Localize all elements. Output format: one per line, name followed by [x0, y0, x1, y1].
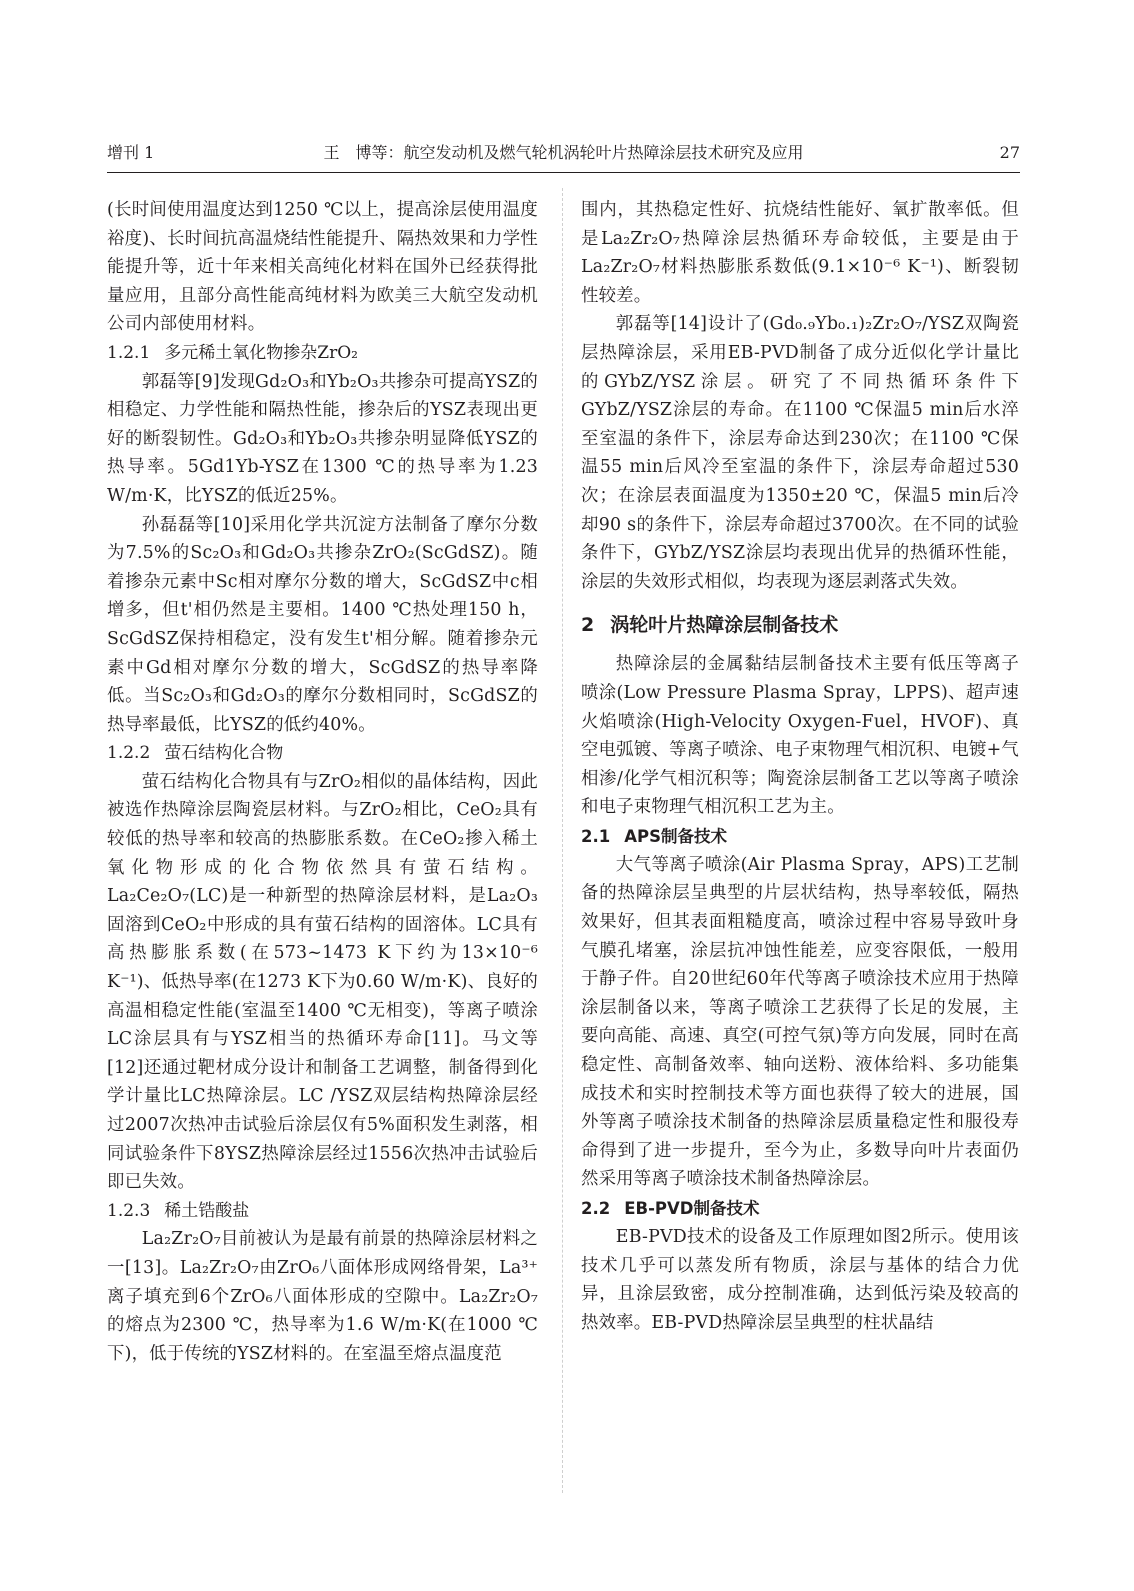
paragraph: EB-PVD技术的设备及工作原理如图2所示。使用该技术几乎可以蒸发所有物质，涂层与基体的结合力优异，且涂层致密，成分控制准确，达到低污染及较高的热效率。EB-PVD热障涂层呈典型的柱状晶结 — [581, 1227, 1019, 1333]
paragraph: 郭磊等[9]发现Gd₂O₃和Yb₂O₃共掺杂可提高YSZ的相稳定、力学性能和隔热性能，掺杂后的YSZ表现出更好的断裂韧性。Gd₂O₃和Yb₂O₃共掺杂明显降低YSZ的热导率。5Gd1Yb-YSZ在1300 ℃的热导率为1.23 W/m·K，比YSZ的低近25%。 — [107, 371, 538, 506]
heading-number: 2 — [581, 614, 595, 637]
heading-number: 1.2.2 — [107, 743, 151, 764]
paragraph: 热障涂层的金属黏结层制备技术主要有低压等离子喷涂(Low Pressure Plasma Spray，LPPS)、超声速火焰喷涂(High-Velocity Oxygen-Fuel，HVOF)、真空电弧镀、等离子喷涂、电子束物理气相沉积、电镀+气相渗/化学气相沉积等；陶瓷涂层制备工艺以等离子喷涂和电子束物理气相沉积工艺为主。 — [581, 654, 1019, 818]
paragraph: (长时间使用温度达到1250 ℃以上，提高涂层使用温度裕度)、长时间抗高温烧结性能提升、隔热效果和力学性能提升等，近十年来相关高纯化材料在国外已经获得批量应用，且部分高性能高纯材料为欧美三大航空发动机公司内部使用材料。 — [107, 200, 538, 335]
paragraph: La₂Zr₂O₇目前被认为是最有前景的热障涂层材料之一[13]。La₂Zr₂O₇由ZrO₆八面体形成网络骨架，La³⁺离子填充到6个ZrO₆八面体形成的空隙中。La₂Zr₂O₇的熔点为2300 ℃，热导率为1.6 W/m·K(在1000 ℃下)，低于传统的YSZ材料的。在室温至熔点温度范 — [107, 1229, 538, 1364]
journal-issue: 增刊 1 — [107, 143, 155, 162]
running-title: 王 博等：航空发动机及燃气轮机涡轮叶片热障涂层技术研究及应用 — [323, 143, 804, 162]
heading-number: 1.2.1 — [107, 342, 151, 363]
paragraph: 孙磊磊等[10]采用化学共沉淀方法制备了摩尔分数为7.5%的Sc₂O₃和Gd₂O₃共掺杂ZrO₂(ScGdSZ)。随着掺杂元素中Sc相对摩尔分数的增大，ScGdSZ中c相增多，但t'相仍然是主要相。1400 ℃热处理150 h，ScGdSZ保持相稳定，没有发生t'相分解。随着掺杂元素中Gd相对摩尔分数的增大，ScGdSZ的热导率降低。当Sc₂O₃和Gd₂O₃的摩尔分数相同时，ScGdSZ的热导率最低，比YSZ的低约40%。 — [107, 514, 538, 735]
paragraph: 大气等离子喷涂(Air Plasma Spray，APS)工艺制备的热障涂层呈典型的片层状结构，热导率较低，隔热效果好，但其表面粗糙度高，喷涂过程中容易导致叶身气膜孔堵塞，涂层抗冲蚀性能差，应变容限低，一般用于静子件。自20世纪60年代等离子喷涂技术应用于热障涂层制备以来，等离子喷涂工艺获得了长足的发展，主要向高能、高速、真空(可控气氛)等方向发展，同时在高稳定性、高制备效率、轴向送粉、液体给料、多功能集成技术和实时控制技术等方面也获得了较大的进展，国外等离子喷涂技术制备的热障涂层质量稳定性和服役寿命得到了进一步提升，至今为止，多数导向叶片表面仍然采用等离子喷涂技术制备热障涂层。 — [581, 854, 1019, 1190]
subsection-heading-1-2-2 — [107, 739, 538, 768]
section-heading-2 — [581, 610, 1019, 640]
page-number: 27 — [999, 143, 1020, 162]
subsection-heading-2-1 — [581, 822, 1019, 851]
left-column — [107, 196, 538, 1368]
subsection-heading-2-2 — [581, 1194, 1019, 1223]
heading-number: 2.2 — [581, 1199, 611, 1218]
paragraph: 萤石结构化合物具有与ZrO₂相似的晶体结构，因此被选作热障涂层陶瓷层材料。与ZrO₂相比，CeO₂具有较低的热导率和较高的热膨胀系数。在CeO₂掺入稀土氧化物形成的化合物依然具有萤石结构。La₂Ce₂O₇(LC)是一种新型的热障涂层材料，是La₂O₃固溶到CeO₂中形成的具有萤石结构的固溶体。LC具有高热膨胀系数(在573~1473 K下约为13×10⁻⁶ K⁻¹)、低热导率(在1273 K下为0.60 W/m·K)、良好的高温相稳定性能(室温至1400 ℃无相变)，等离子喷涂LC涂层具有与YSZ相当的热循环寿命[11]。马文等[12]还通过靶材成分设计和制备工艺调整，制备得到化学计量比LC热障涂层。LC /YSZ双层结构热障涂层经过2007次热冲击试验后涂层仅有5%面积发生剥落，相同试验条件下8YSZ热障涂层经过1556次热冲击试验后即已失效。 — [107, 771, 538, 1193]
heading-title: EB-PVD制备技术 — [624, 1199, 760, 1218]
header-rule — [107, 172, 1020, 173]
heading-title: 萤石结构化合物 — [164, 743, 284, 764]
heading-title: 涡轮叶片热障涂层制备技术 — [610, 614, 839, 637]
heading-title: APS制备技术 — [624, 826, 727, 846]
paragraph: 郭磊等[14]设计了(Gd₀.₉Yb₀.₁)₂Zr₂O₇/YSZ双陶瓷层热障涂层，采用EB-PVD制备了成分近似化学计量比的GYbZ/YSZ涂层。研究了不同热循环条件下GYbZ/YSZ涂层的寿命。在1100 ℃保温5 min后水淬至室温的条件下，涂层寿命达到230次；在1100 ℃保温55 min后风冷至室温的条件下，涂层寿命超过530次；在涂层表面温度为1350±20 ℃，保温5 min后冷却90 s的条件下，涂层寿命超过3700次。在不同的试验条件下，GYbZ/YSZ涂层均表现出优异的热循环性能，涂层的失效形式相似，均表现为逐层剥落式失效。 — [581, 314, 1019, 592]
paragraph: 围内，其热稳定性好、抗烧结性能好、氧扩散率低。但是La₂Zr₂O₇热障涂层热循环寿命较低，主要是由于La₂Zr₂O₇材料热膨胀系数低(9.1×10⁻⁶ K⁻¹)、断裂韧性较差。 — [581, 200, 1019, 306]
heading-title: 多元稀土氧化物掺杂ZrO₂ — [164, 342, 358, 363]
heading-number: 2.1 — [581, 826, 611, 846]
right-column — [581, 196, 1019, 1337]
subsection-heading-1-2-3 — [107, 1197, 538, 1226]
subsection-heading-1-2-1 — [107, 339, 538, 368]
heading-title: 稀土锆酸盐 — [164, 1200, 250, 1221]
heading-number: 1.2.3 — [107, 1200, 151, 1221]
column-divider — [562, 188, 563, 1493]
running-header — [107, 143, 1020, 171]
